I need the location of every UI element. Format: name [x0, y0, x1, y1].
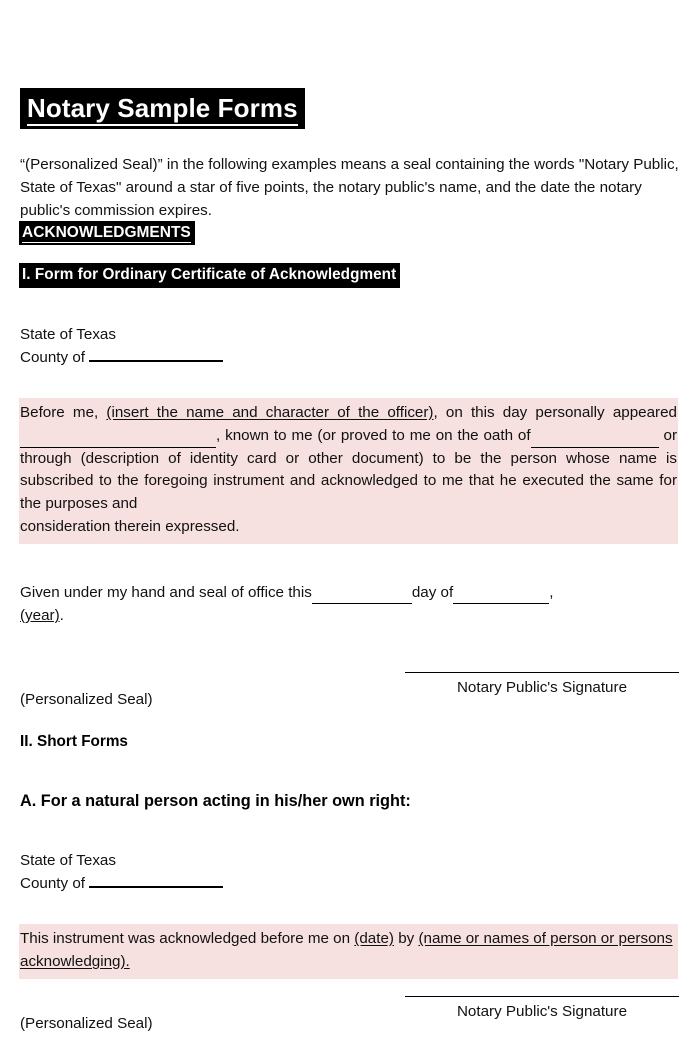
- state-line-2: State of Texas: [20, 852, 116, 869]
- signature-holder-2: [405, 996, 679, 1023]
- ack1-officer-placeholder: (insert the name and character of the officer): [106, 404, 434, 421]
- signature-caption-1: Notary Public's Signature: [456, 679, 628, 696]
- state-line-1: State of Texas: [20, 326, 116, 343]
- ack1-part-3: , known to me (or proved to me on the oath of: [216, 426, 531, 444]
- ack2-name-placeholder: (name or names of person or persons acknowledging).: [20, 930, 673, 970]
- given-day-blank: [312, 589, 412, 604]
- venue-block-1: [20, 323, 223, 369]
- acknowledgments-heading: [19, 221, 195, 245]
- signature-line-2: [405, 996, 679, 997]
- page-title-text: Notary Sample Forms: [27, 93, 298, 126]
- acknowledgments-heading-text: ACKNOWLEDGMENTS: [22, 224, 191, 241]
- county-label-2: County of: [20, 875, 86, 892]
- given-part-2: day of: [411, 584, 454, 602]
- acknowledgment-body-2: [19, 924, 678, 979]
- given-part-3: ,: [549, 584, 554, 602]
- county-label-1: County of: [20, 349, 86, 366]
- ack2-part-1: This instrument was acknowledged before me on: [20, 930, 355, 947]
- intro-paragraph: “(Personalized Seal)” in the following examples means a seal containing the words "Notary Public, State of Texas" around a star of five points, the notary public's name, and the date the notary public's commission expires.: [20, 156, 679, 220]
- personalized-seal-label-2: (Personalized Seal): [20, 1015, 153, 1032]
- given-month-blank: [453, 589, 549, 604]
- venue-block-2: [20, 849, 223, 895]
- ack2-part-2: by: [393, 930, 419, 947]
- ack1-part-1: Before me,: [20, 404, 107, 421]
- ack2-date-placeholder: (date): [354, 930, 394, 947]
- subsection-a-heading: A. For a natural person acting in his/her own right:: [20, 792, 411, 810]
- ack1-identity-blank: [531, 432, 659, 447]
- county-blank-2: [89, 875, 223, 888]
- county-line-2: [20, 872, 223, 895]
- page-title: [20, 88, 305, 129]
- signature-holder-1: [405, 672, 679, 699]
- given-paragraph: [20, 581, 679, 627]
- acknowledgment-body-1: [19, 398, 678, 544]
- section-ii-heading: II. Short Forms: [20, 733, 128, 750]
- signature-line-1: [405, 672, 679, 673]
- ack1-part-2: , on this day personally appeared: [433, 404, 678, 421]
- personalized-seal-label-1: (Personalized Seal): [20, 691, 153, 708]
- section-i-heading: I. Form for Ordinary Certificate of Acknowledgment: [19, 263, 400, 288]
- given-part-1: Given under my hand and seal of office this: [20, 584, 312, 602]
- county-blank-1: [89, 349, 223, 362]
- given-year-placeholder: (year): [20, 607, 60, 625]
- ack1-part-5: consideration therein expressed.: [20, 517, 240, 535]
- given-part-4: .: [59, 607, 64, 625]
- county-line-1: [20, 346, 223, 369]
- page-title-wrapper: [20, 88, 305, 129]
- ack1-part-4: or through (description of identity card or other document) to be the person whose name is subscribed to the foregoing instrument and acknowledged to me that he executed the same for the purposes and: [20, 426, 677, 513]
- signature-caption-2: Notary Public's Signature: [456, 1003, 628, 1020]
- ack1-name-blank: [20, 432, 216, 447]
